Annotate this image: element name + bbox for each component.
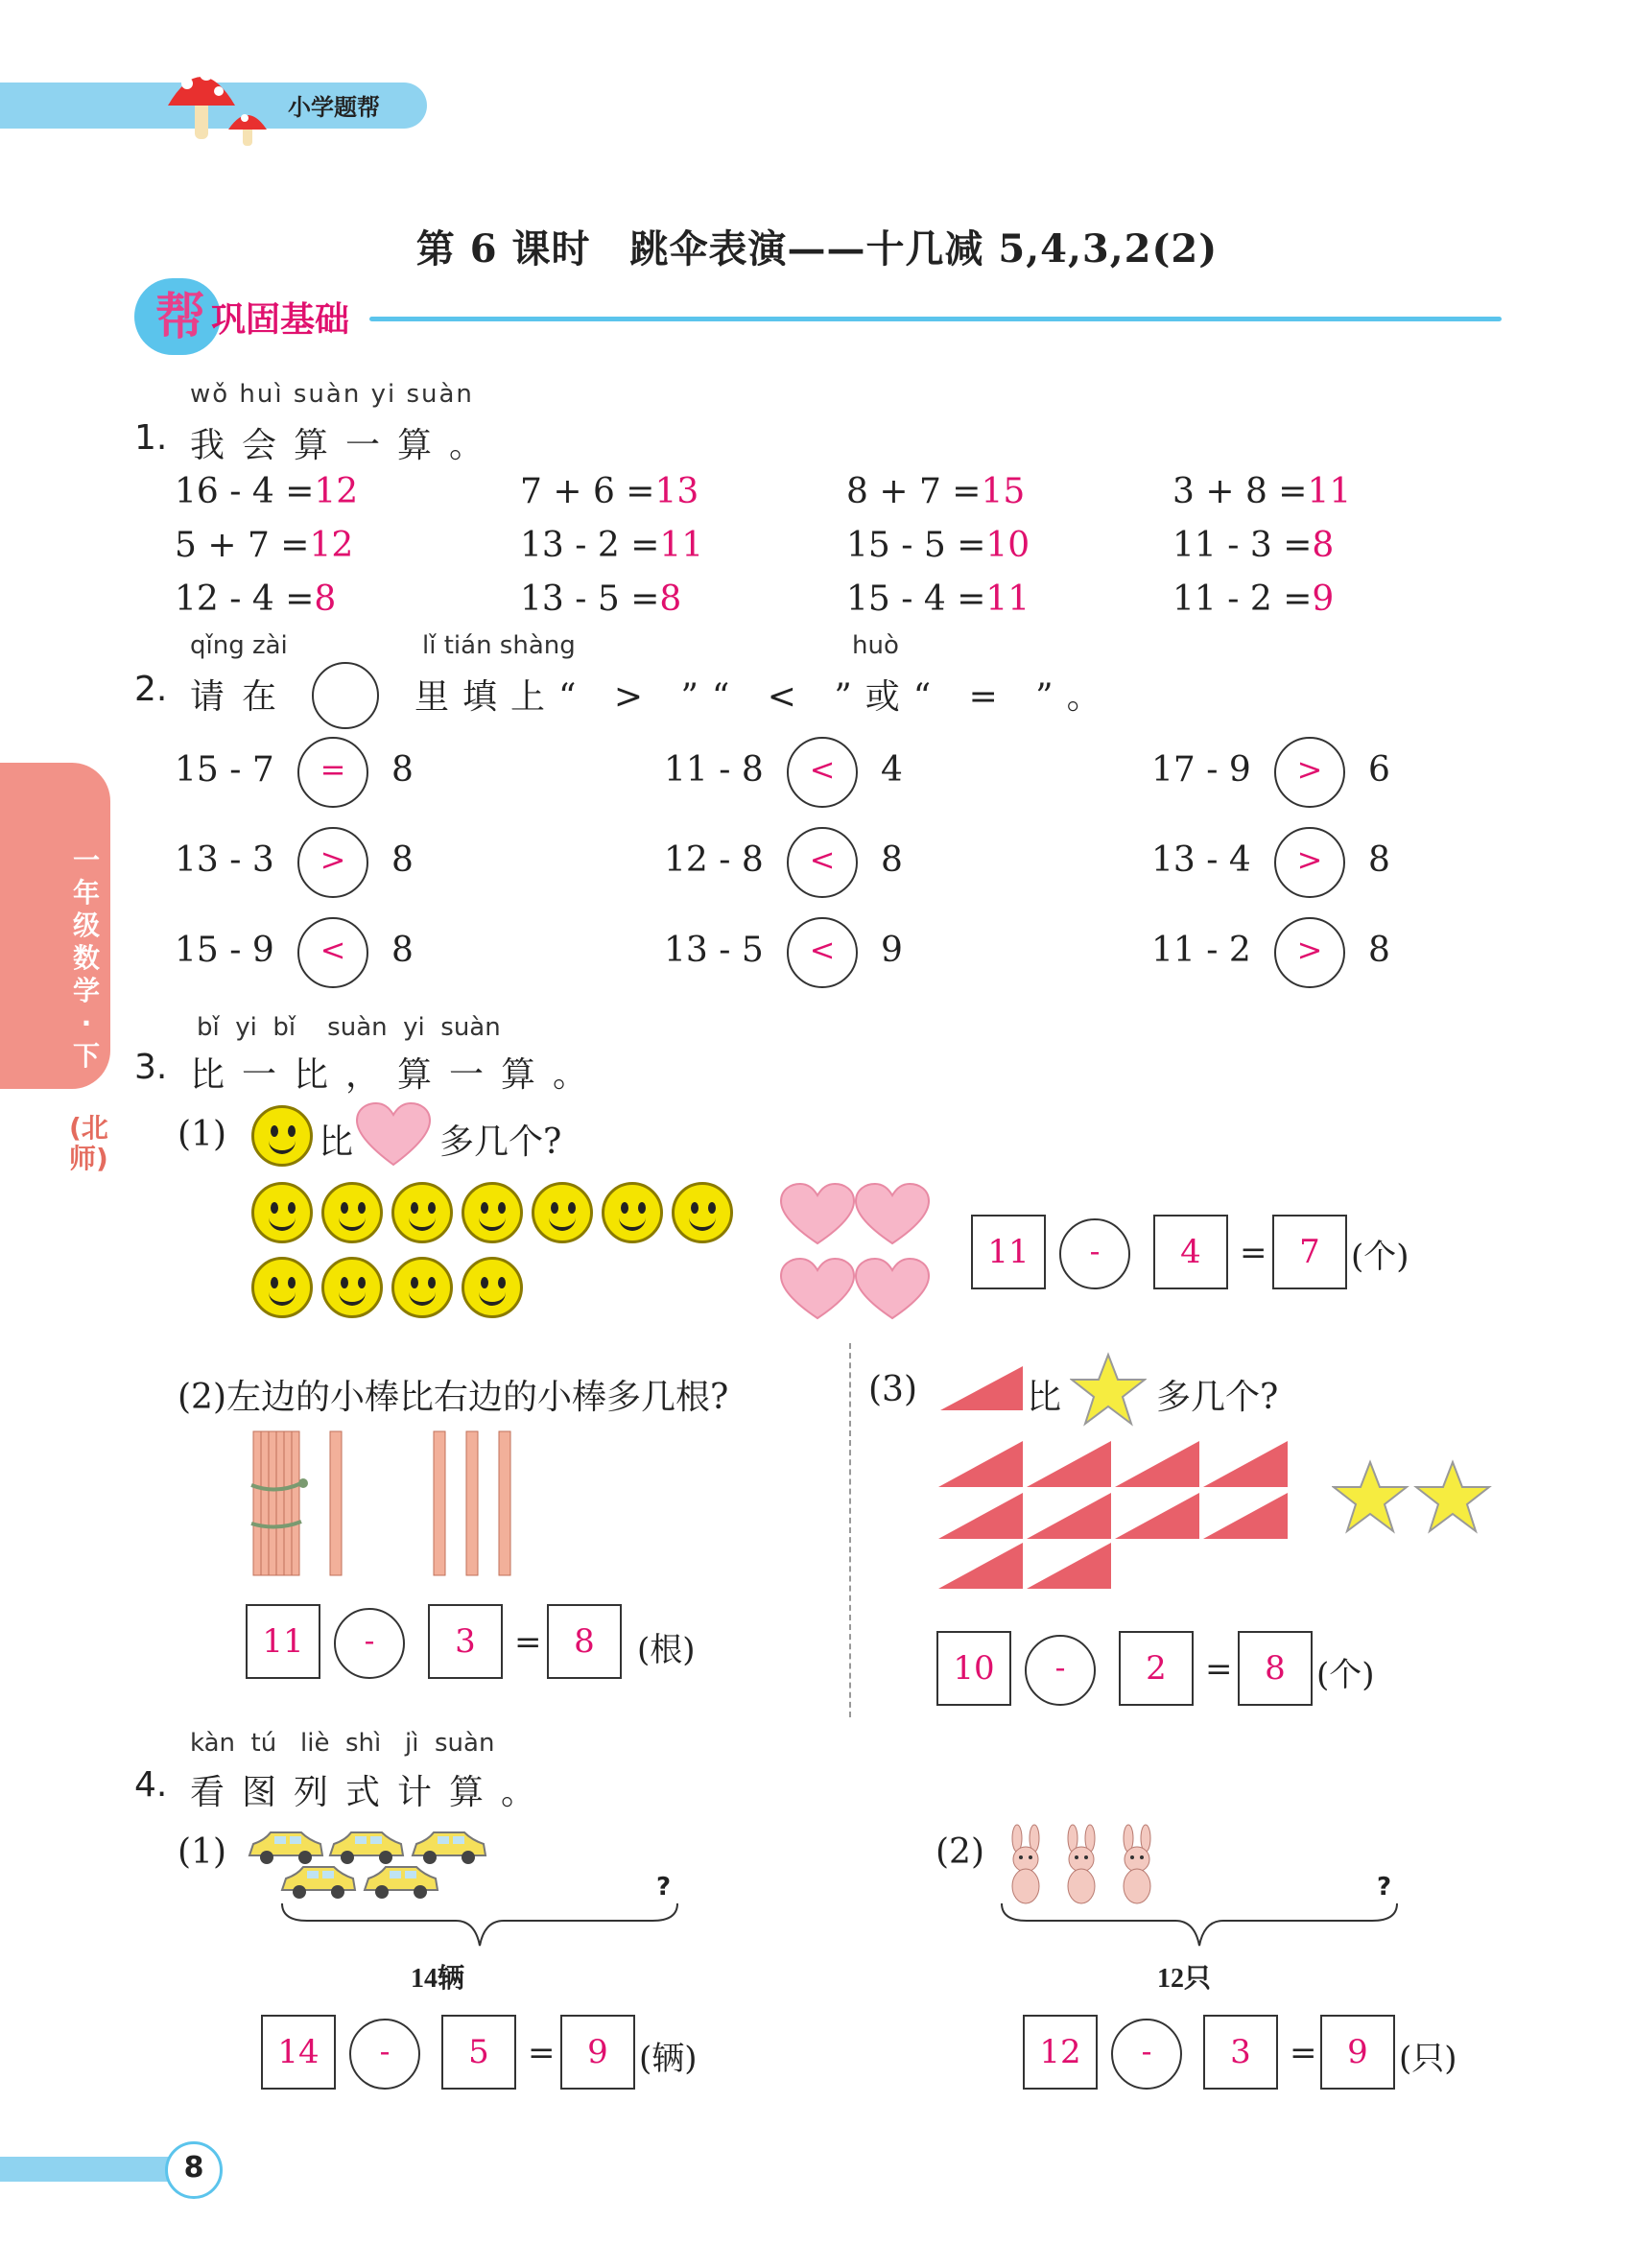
equation-expr: 15 - 5 = — [846, 526, 986, 565]
smiley-icon — [321, 1257, 383, 1318]
compare-circle[interactable]: = — [297, 737, 368, 808]
q4p1-unit: (辆) — [639, 2040, 698, 2078]
compare-left: 11 - 2 — [1151, 931, 1251, 970]
triangle-group — [936, 1439, 1301, 1593]
q4p2-label: (2) — [935, 1832, 984, 1872]
side-edition: (北师) — [69, 1112, 108, 1174]
q4p2-equals: = — [1290, 2034, 1317, 2072]
equation — [846, 579, 1030, 619]
q3-pinyin: bǐ yi bǐ suàn yi suàn — [197, 1013, 501, 1042]
q3p3-box-b[interactable]: 2 — [1119, 1631, 1194, 1706]
equation — [175, 472, 358, 511]
car-icon — [361, 1857, 441, 1903]
q4p2-unit: (只) — [1399, 2040, 1457, 2078]
compare-right: 8 — [391, 750, 414, 790]
equation — [846, 526, 1030, 565]
q3p3-label: (3) — [868, 1370, 917, 1409]
compare-circle[interactable]: > — [1274, 827, 1345, 898]
q4p1-equals: = — [528, 2034, 556, 2072]
mushroom-icon — [163, 53, 278, 149]
q3p1-box-c[interactable]: 7 — [1272, 1215, 1347, 1289]
q3p3-op-circle[interactable]: - — [1025, 1635, 1096, 1706]
compare-circle[interactable]: < — [787, 737, 858, 808]
equation-answer[interactable]: 12 — [309, 526, 354, 565]
equation-expr: 11 - 3 = — [1172, 526, 1313, 565]
q3p1-equals: = — [1240, 1234, 1267, 1272]
equation — [520, 579, 681, 619]
rabbit-icon — [1054, 1823, 1111, 1909]
star-icon — [1070, 1351, 1147, 1428]
brace — [998, 1900, 1401, 1957]
q3p1-mid: 比 — [319, 1122, 354, 1162]
equation — [1172, 526, 1334, 565]
section-bang: 帮 — [155, 289, 206, 346]
q3p3-equals: = — [1205, 1650, 1233, 1689]
divider — [849, 1343, 851, 1717]
q3p2-op-circle[interactable]: - — [334, 1608, 405, 1679]
equation — [1172, 579, 1334, 619]
equation — [520, 526, 703, 565]
q4p1-op-circle[interactable]: - — [349, 2019, 420, 2090]
equation-answer[interactable]: 12 — [314, 472, 359, 511]
star-icon — [1416, 1462, 1489, 1531]
star-icon — [1334, 1462, 1407, 1531]
q3p2-equals: = — [514, 1623, 542, 1662]
equation-expr: 13 - 5 = — [520, 579, 660, 619]
triangle-icon — [1203, 1493, 1288, 1539]
q4-number: 4. — [134, 1765, 168, 1805]
compare-right: 6 — [1368, 750, 1390, 790]
compare-circle[interactable]: > — [1274, 737, 1345, 808]
triangle-icon — [1027, 1441, 1111, 1487]
car-icon — [278, 1857, 359, 1903]
star-group — [1332, 1458, 1495, 1535]
stick-icon — [466, 1431, 478, 1575]
equation-expr: 12 - 4 = — [175, 579, 315, 619]
stick-bundle-icon — [251, 1431, 308, 1575]
equation-answer[interactable]: 9 — [1312, 579, 1335, 619]
smiley-icon — [602, 1182, 663, 1243]
q4p1-box-c[interactable]: 9 — [560, 2015, 635, 2090]
q3p2-box-a[interactable]: 11 — [246, 1604, 320, 1679]
smiley-icon — [251, 1257, 313, 1318]
heart-icon — [355, 1101, 432, 1169]
smiley-icon — [251, 1105, 313, 1167]
q3-text: 比一比，算一算。 — [190, 1055, 605, 1095]
q2-blank-circle — [312, 662, 379, 729]
triangle-icon — [938, 1493, 1023, 1539]
equation-expr: 13 - 2 = — [520, 526, 660, 565]
equation — [520, 472, 699, 511]
equation-answer[interactable]: 15 — [981, 472, 1026, 511]
compare-left: 11 - 8 — [664, 750, 764, 790]
q3p2-label: (2)左边的小棒比右边的小棒多几根? — [178, 1378, 729, 1417]
triangle-icon — [1203, 1441, 1288, 1487]
heart-icon — [856, 1259, 929, 1318]
equation-answer[interactable]: 13 — [654, 472, 699, 511]
compare-right: 8 — [1368, 931, 1390, 970]
equation-expr: 11 - 2 = — [1172, 579, 1313, 619]
smiley-icon — [532, 1182, 593, 1243]
stick-icon — [499, 1431, 510, 1575]
q3p1-op-circle[interactable]: - — [1059, 1218, 1130, 1289]
rabbit-icon — [1109, 1823, 1167, 1909]
compare-left: 13 - 4 — [1151, 840, 1251, 880]
compare-circle[interactable]: > — [1274, 917, 1345, 988]
q3p3-mid: 比 — [1027, 1378, 1062, 1417]
q3p3-box-c[interactable]: 8 — [1238, 1631, 1313, 1706]
q4p2-box-c[interactable]: 9 — [1320, 2015, 1395, 2090]
brace — [278, 1900, 681, 1957]
compare-circle[interactable]: < — [787, 917, 858, 988]
equation-expr: 5 + 7 = — [175, 526, 310, 565]
equation-expr: 8 + 7 = — [846, 472, 982, 511]
q4p1-total: 14辆 — [411, 1964, 465, 1994]
brand-label: 小学题帮 — [288, 94, 380, 121]
q3-number: 3. — [134, 1048, 168, 1087]
stick-icon — [434, 1431, 445, 1575]
section-rule — [369, 317, 1502, 321]
triangle-icon — [938, 1441, 1023, 1487]
section-label: 巩固基础 — [211, 300, 350, 340]
heart-icon — [781, 1184, 854, 1243]
q4p1-box-a[interactable]: 14 — [261, 2015, 336, 2090]
compare-left: 15 - 9 — [175, 931, 274, 970]
q3p1-box-a[interactable]: 11 — [971, 1215, 1046, 1289]
compare-right: 8 — [881, 840, 903, 880]
compare-left: 17 - 9 — [1151, 750, 1251, 790]
page-number: 8 — [165, 2141, 223, 2199]
triangle-icon — [1115, 1441, 1199, 1487]
lesson-title: 第 6 课时 跳伞表演——十几减 5,4,3,2(2) — [415, 226, 1219, 272]
compare-left: 13 - 3 — [175, 840, 274, 880]
smiley-icon — [391, 1182, 453, 1243]
compare-right: 9 — [881, 931, 903, 970]
q1-text: 我会算一算。 — [190, 426, 502, 465]
q3p2-box-b[interactable]: 3 — [428, 1604, 503, 1679]
q4p2-total: 12只 — [1157, 1964, 1212, 1994]
page-bar — [0, 2157, 173, 2182]
equation-expr: 3 + 8 = — [1172, 472, 1308, 511]
smiley-icon — [462, 1257, 523, 1318]
equation — [175, 526, 353, 565]
q4p1-label: (1) — [178, 1832, 226, 1872]
compare-right: 8 — [391, 840, 414, 880]
smiley-icon — [462, 1182, 523, 1243]
q4p2-box-b[interactable]: 3 — [1203, 2015, 1278, 2090]
q4p2-op-circle[interactable]: - — [1111, 2019, 1182, 2090]
q3p3-box-a[interactable]: 10 — [936, 1631, 1011, 1706]
smiley-icon — [251, 1182, 313, 1243]
sticks-illustration — [248, 1428, 535, 1581]
equation — [846, 472, 1025, 511]
compare-circle[interactable]: < — [297, 917, 368, 988]
equation-expr: 16 - 4 = — [175, 472, 315, 511]
q2-number: 2. — [134, 670, 168, 709]
equation-answer[interactable]: 10 — [985, 526, 1030, 565]
compare-left: 13 - 5 — [664, 931, 764, 970]
equation-answer[interactable]: 8 — [659, 579, 682, 619]
rabbit-icon — [998, 1823, 1055, 1909]
q4-text: 看图列式计算。 — [190, 1773, 554, 1812]
heart-icon — [781, 1259, 854, 1318]
q1-pinyin: wǒ huì suàn yi suàn — [190, 380, 474, 409]
equation-expr: 15 - 4 = — [846, 579, 986, 619]
triangle-icon — [1027, 1493, 1111, 1539]
heart-group — [779, 1182, 933, 1326]
q3p1-box-b[interactable]: 4 — [1153, 1215, 1228, 1289]
equation — [175, 579, 336, 619]
heart-icon — [856, 1184, 929, 1243]
q3p1-label: (1) — [178, 1115, 226, 1154]
q2-text-b: 里填上“ > ”“ < ”或“ = ”。 — [414, 677, 1115, 717]
q3p3-tail: 多几个? — [1156, 1378, 1279, 1417]
triangle-icon — [938, 1543, 1023, 1589]
q3p1-unit: (个) — [1351, 1238, 1409, 1276]
triangle-icon — [1115, 1493, 1199, 1539]
q4-pinyin: kàn tú liè shì jì suàn — [190, 1729, 495, 1758]
side-grade: 一年级数学·下 — [72, 844, 100, 1072]
compare-left: 12 - 8 — [664, 840, 764, 880]
smiley-icon — [672, 1182, 733, 1243]
q2-text-a: 请在 — [190, 677, 295, 717]
smiley-icon — [391, 1257, 453, 1318]
smiley-icon — [321, 1182, 383, 1243]
q2-pinyin-c: huò — [852, 631, 899, 660]
q2-pinyin-a: qǐng zài — [190, 631, 288, 660]
q4p1-question: ? — [656, 1873, 672, 1902]
q3p1-tail: 多几个? — [439, 1122, 562, 1162]
equation-expr: 7 + 6 = — [520, 472, 655, 511]
q3p2-box-c[interactable]: 8 — [547, 1604, 622, 1679]
equation-answer[interactable]: 11 — [985, 579, 1030, 619]
equation-answer[interactable]: 8 — [314, 579, 337, 619]
equation-answer[interactable]: 11 — [1307, 472, 1352, 511]
triangle-icon — [1027, 1543, 1111, 1589]
q1-number: 1. — [134, 418, 168, 458]
compare-circle[interactable]: > — [297, 827, 368, 898]
compare-right: 4 — [881, 750, 903, 790]
q4p2-box-a[interactable]: 12 — [1023, 2015, 1098, 2090]
equation-answer[interactable]: 8 — [1312, 526, 1335, 565]
compare-left: 15 - 7 — [175, 750, 274, 790]
equation-answer[interactable]: 11 — [659, 526, 704, 565]
triangle-icon — [938, 1364, 1025, 1412]
stick-icon — [330, 1431, 342, 1575]
q2-pinyin-b: lǐ tián shàng — [422, 631, 576, 660]
compare-right: 8 — [391, 931, 414, 970]
q3p2-unit: (根) — [637, 1631, 696, 1669]
q3p3-unit: (个) — [1316, 1656, 1375, 1694]
q4p1-box-b[interactable]: 5 — [441, 2015, 516, 2090]
compare-circle[interactable]: < — [787, 827, 858, 898]
q4p2-question: ? — [1377, 1873, 1392, 1902]
equation — [1172, 472, 1351, 511]
compare-right: 8 — [1368, 840, 1390, 880]
